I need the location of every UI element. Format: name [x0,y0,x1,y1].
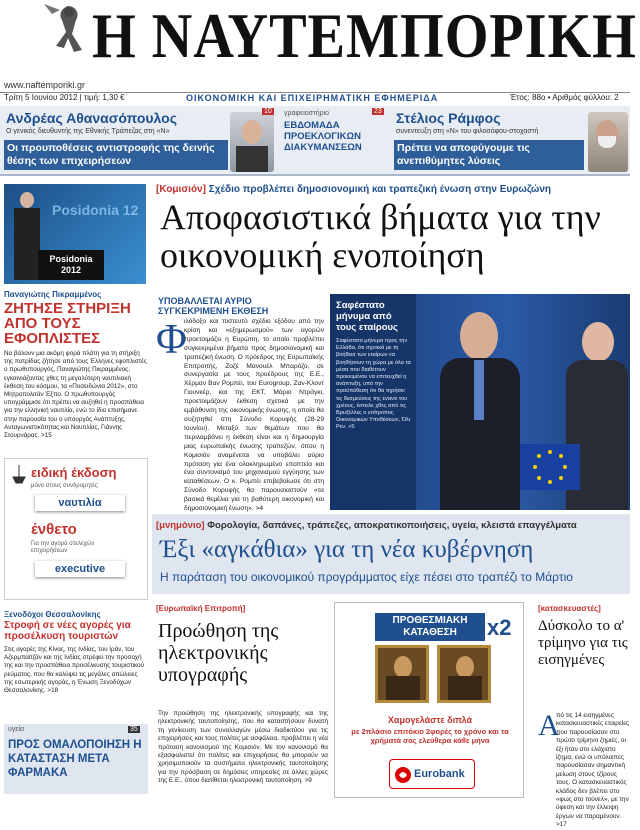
story3[interactable] [4,724,148,794]
date-price: Τρίτη 5 Ιουνίου 2012 | τιμή: 1,30 € [4,93,125,102]
lead-headline[interactable]: Αποφασιστικά βήματα για την οικονομική ενοποίηση [160,197,601,275]
ad-paintings [375,645,495,703]
story2-kicker: Ξενοδόχοι Θεσσαλονίκης [4,610,101,619]
ad-brand [389,759,475,789]
bottom-right-headline[interactable]: Δύσκολο το α' τρίμηνο για τις εισηγμένες [538,618,628,668]
teaser-mid[interactable] [280,106,390,176]
ad-brand-name: Eurobank [414,768,465,780]
special-edition[interactable] [4,458,148,600]
teaser-left-name: Ανδρέας Αθανασόπουλος [6,110,177,126]
insert-sub: Για την αγορά στελεχών επιχειρήσεων [31,541,95,554]
bottom-right-dropcap: Α [538,709,560,742]
lead-photo[interactable] [330,294,630,510]
bottom-left-body: Την προώθηση της ηλεκτρονικής υπογραφής και της ηλεκτρονικής ταυτοποίησης, που θα καταστήσουν δυνατή τη γενίκευση των συναλλαγών μέσω διαδικτύου για τις επιχειρήσεις και τους πολίτες με ασφάλεια, προβλέπει η νέα πρόταση κανονισμού της Κομισιόν. Με τον κανονισμό θα εξασφαλιστεί ότι πολίτες και επιχειρήσεις θα μπορούν να χρησιμοποιούν τα συστήματα ηλεκτρονικής ταυτοποίησης για την πρόσβαση σε δημόσιες υπηρεσίες σε άλλες χώρες της Ε.Ε., όπου διατίθεται ηλεκτρονική ταυτοποίηση. >9 [158,710,328,785]
masthead-title: Η ΝΑΥΤΕΜΠΟΡΙΚΗ [92,0,637,71]
lead-dropcap: Φ [156,317,187,363]
second-headline[interactable]: Έξι «αγκάθια» για τη νέα κυβέρνηση [160,536,534,563]
story2-headline[interactable]: Στροφή σε νέες αγορές για προσέλκυση τουριστών [4,620,131,642]
posidonia-logo: Posidonia 2012 [38,250,104,280]
story1-kicker: Παναγιώτης Πικραμμένος [4,290,102,299]
lead-subhead: ΥΠΟΒΑΛΛΕΤΑΙ ΑΥΡΙΟ ΣΥΓΚΕΚΡΙΜΕΝΗ ΕΚΘΕΣΗ [158,296,269,316]
eu-stars-icon [520,444,580,490]
lead-story [154,182,630,513]
masthead [0,0,637,104]
bottom-left-headline[interactable]: Προώθηση της ηλεκτρονικής υπογραφής [158,620,279,686]
second-dek: Η παράταση του οικονομικού προγράμματος είχε πέσει στο τραπέζι το Μάρτιο [160,570,573,584]
bottom-left-story [154,602,330,800]
ad-line2: με 2πλάσιο επιτόκιο 2φορές το χρόνο και τα χρήματά σας ελεύθερα κάθε μήνα [351,727,509,745]
teaser-right[interactable] [392,106,630,176]
lead-caption-title: Σαφέστατο μήνυμα από τους εταίρους [336,300,399,333]
teaser-bar [0,106,630,176]
teaser-right-photo [588,112,628,172]
politician-1 [440,312,520,510]
second-story [152,514,630,594]
ad-line1: Χαμογελάστε διπλά [387,715,473,725]
teaser-mid-page: 23 [374,108,382,115]
second-kicker-tag: [μνημόνιο] [156,520,205,531]
story3-tag: υγεία [8,726,25,733]
lead-body: ιλόδοξο και πιστευτό σχέδιο εξόδου από την κρίση και «εξημερωσμού» των αγορών προετοιμάζει η Ευρώπη, το οποίο προβλέπει συγκεκριμένα βήματα προς δημοσιονομική και τραπεζική ένωση. Ο πρόεδρος της Ευρωπαϊκής Επιτροπής, Ζοζέ Μανουέλ Μπαρόζο, σε συνεργασία με τους προέδρους της Ε.Ε., Χέρμαν Βαν Ρομπέι, του Eurogroup, Ζαν-Κλοντ Γιουνκέρ, και της ΕΚΤ, Μάριο Ντράγκι, προετοιμάζουν έκθεση σχετικά με την εμβάθυνση της οικονομικής ένωσης, η οποία θα συζητηθεί στη Σύνοδο Κορυφής (28-29 Ιουνίου). Μεταξύ των θεμάτων που θα περιλαμβάνει η έκθεση είναι και η δημιουργία μιας ευρωπαϊκής ένωσης τραπεζών, όπου η Κομισιόν αναμένεται να υποβάλει αύριο πρόταση για ένα ολοκληρωμένο εποπτεία και ένα συντονισμό του μηχανισμού εγγύησης των καταθέσεων. Ο κ. Ρομπέι επιβεβαίωσε ότι στη Σύνοδο Κορυφής θα παρουσιαστούν «τα βασικά θεμέλια για τη βαθύτερη οικονομική και δημοσιονομική ένωση». >4 [184,318,324,513]
lead-kicker [156,184,551,195]
bottom-right-body: πό τις 14 εισηγμένες κατασκευαστικές εταιρείες που παρουσίασαν στο πρώτο τρίμηνο ζημιές, οι έξι ήταν στο ελάχιστο ίζημα, ενώ οι υπόλοιπες παρουσίασαν σημαντική μείωση στους τζίρους τους. Ο κατασκευαστικός κλάδος δεν βλέπει στο «φως στο τούνελ», με την ύφεση και την έλλειψη έργων να παραμένουν. >17 [556,712,630,829]
story3-headline: ΠΡΟΣ ΟΜΑΛΟΠΟΙΗΣΗ Η ΚΑΤΑΣΤΑΣΗ ΜΕΤΑ ΦΑΡΜΑΚΑ [8,739,142,779]
sidebar [0,182,150,800]
special-tag-executive: executive [35,561,125,577]
ship-icon [9,463,29,485]
story1-body: Να βάλουν μια ακόμη φορά πλάτη για τη στήριξη της πατρίδας ζήτησε από τους Έλληνες εφοπλιστές ο πρωθυπουργός, Παναγιώτης Πικραμμένος, εγκαινιάζοντας χθες τη μεγαλύτερη ναυτιλιακή έκθεση του κόσμου, τα «Ποσειδώνια 2012», στο Μητροπολιτάν Έξπο. Ο πρωθυπουργός υπογράμμισε ότι πρέπει να αυξηθεί η προσπάθεια για την ελληνική ναυτιλία, ενώ το ίδιο επισήμανε στην παρουσία του ο υπουργός Ανάπτυξης, Ανταγωνιστικότητας και Ναυτιλίας, Γιάννης Στουρνάρας. >15 [4,350,147,440]
lead-kicker-text: Σχέδιο προβλέπει δημοσιονομική και τραπεζική ένωση στην Ευρωζώνη [208,184,552,195]
story2-body: Στις αγορές της Κίνας, της Ινδίας, του Ιράν, του Αζερμπαϊτζάν και της Ινδίας στρέφει την προσοχή της και την προσπάθεια προσέλκυσης τουριστικού ρεύματος, που θα καλύψει τις μεγάλες απώλειες της εσωτερικής αγοράς, η Ένωση Ξενοδόχων Θεσσαλονίκης. >18 [4,646,144,695]
hermes-logo-icon [38,2,98,74]
teaser-mid-headline: ΕΒΔΟΜΑΔΑ ΠΡΟΕΚΛΟΓΙΚΩΝ ΔΙΑΚΥΜΑΝΣΕΩΝ [284,120,362,153]
eurobank-logo-icon [394,766,412,784]
sidebar-photo[interactable] [4,184,146,284]
second-kicker [156,520,577,531]
masthead-url: www.naftemporiki.gr [4,80,86,90]
story1-headline[interactable]: ΖΗΤΗΣΕ ΣΤΗΡΙΞΗ ΑΠΟ ΤΟΥΣ ΕΦΟΠΛΙΣΤΕΣ [4,300,131,347]
eurobank-ad[interactable] [334,602,524,798]
teaser-left-photo [230,112,274,172]
masthead-subtitle: ΟΙΚΟΝΟΜΙΚΗ ΚΑΙ ΕΠΙΧΕΙΡΗΜΑΤΙΚΗ ΕΦΗΜΕΡΙΔΑ [186,93,439,103]
lead-caption-body: Σαφέστατο μήνυμα προς την Ελλάδα, ότι σχετικά με τη βοήθεια των εταίρων να βοηθήσουν τη χώρα με όλα τα μέσα που διαθέτουν προκειμένου να επιτευχθεί η ανάπτυξη, υπό την προϋπόθεση ότι θα τηρήσει τις δεσμεύσεις της έναντι του χρέους, έστειλε χθες από τις Βρυξέλλες ο επίτροπος Οικονομικών Υποθέσεων, Όλι Ρεν. >5 [336,338,411,431]
special-sub: μόνο στους συνδρομητές [31,483,98,489]
lead-kicker-tag: [Κομισιόν] [156,184,206,195]
bottom-right-story [530,602,630,829]
teaser-left[interactable] [0,106,278,176]
teaser-mid-tag: γραφειοστήριο [284,110,330,117]
ad-title: ΠΡΟΘΕΣΜΙΑΚΗ ΚΑΤΑΘΕΣΗ [375,613,485,641]
teaser-right-headline: Πρέπει να αποφύγουμε τις ανεπιθύμητες λύσεις [394,140,584,170]
teaser-left-role: Ο γενικός διευθυντής της Εθνικής Τράπεζας στη «Ν» [6,128,170,135]
insert-label: ένθετο [31,521,77,538]
teaser-left-page: 10 [264,108,272,115]
sidebar-photo-bgtext: Posidonia 12 [52,202,139,218]
teaser-left-headline: Οι προυποθέσεις αντιστροφής της δεινής θέσης των επιχειρήσεων [4,140,228,170]
ad-multiplier: x2 [487,615,512,640]
issue-number: Έτος: 88ο • Αριθμός φύλλου: 2 [510,93,619,102]
teaser-right-name: Στέλιος Ράμφος [396,110,501,126]
special-label: ειδική έκδοση [31,465,117,480]
bottom-left-kicker: [Ευρωπαϊκή Επιτροπή] [156,604,246,613]
story3-page: 35 [130,726,138,733]
eu-flag [520,444,580,490]
second-kicker-text: Φορολογία, δαπάνες, τράπεζες, αποκρατικοποιήσεις, υγεία, κλειστά επαγγέλματα [207,520,577,531]
bottom-right-kicker: [κατασκευαστές] [538,604,601,613]
lead-photo-caption [330,294,416,510]
special-tag-shipping: ναυτιλία [35,495,125,511]
teaser-right-role: συνεντευξη στη «Ν» του φιλοσόφου-στοχαστή [396,128,539,135]
